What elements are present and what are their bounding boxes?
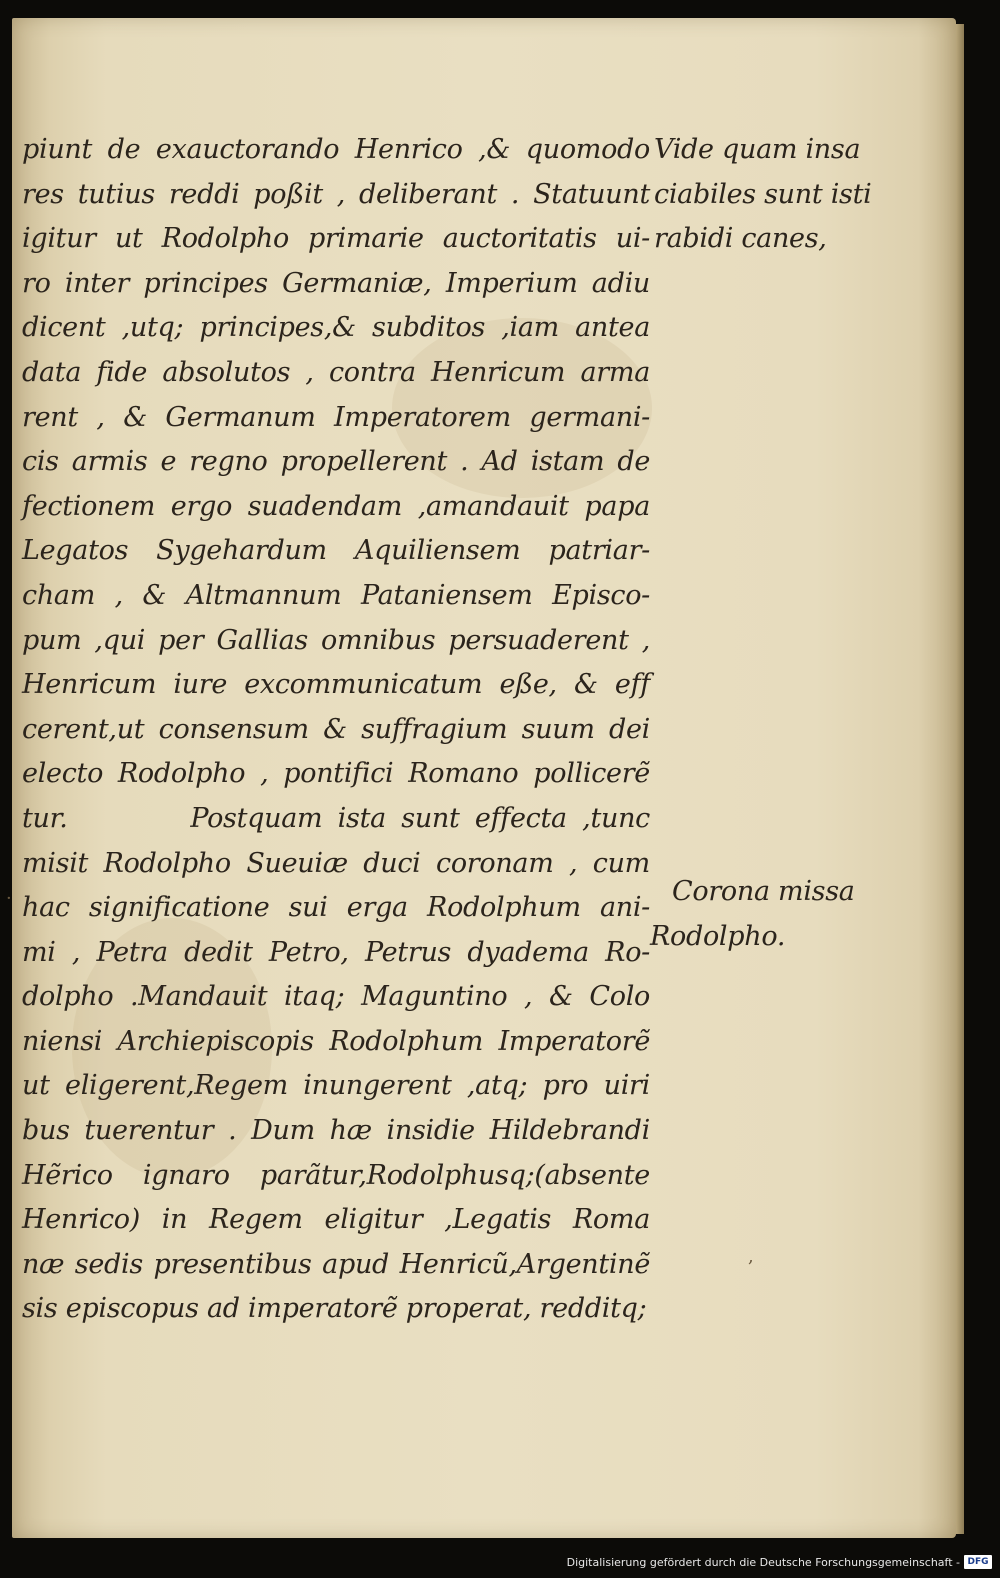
text-line: Legatos Sygehardum Aquiliensem patriar- (22, 535, 650, 567)
margin-mark: , (748, 1246, 754, 1267)
dfg-logo: DFG (964, 1555, 992, 1569)
text-line: electo Rodolpho , pontifici Romano pollicerẽ (22, 758, 650, 790)
text-line: mi , Petra dedit Petro, Petrus dyadema Ro- (22, 936, 650, 968)
page-edge (956, 24, 964, 1534)
text-line: res tutius reddi poßit , deliberant . Statuunt (22, 178, 650, 210)
text-line: Henrico) in Regem eligitur ,Legatis Roma (22, 1204, 650, 1236)
marginal-note-line: Rodolpho. (650, 920, 786, 952)
text-line: dicent ,utq; principes,& subditos ,iam antea (22, 312, 650, 344)
marginal-note (650, 870, 880, 959)
text-line: bus tuerentur . Dum hæ insidie Hildebrandi (22, 1115, 650, 1147)
text-line: Hẽrico ignaro parãtur,Rodolphusq;(absente (22, 1159, 650, 1191)
text-line: piunt de exauctorando Henrico ,& quomodo (22, 134, 650, 165)
text-line: cham , & Altmannum Pataniensem Episco- (22, 579, 650, 611)
marginal-note-line: Corona missa (672, 876, 855, 907)
text-line: ro inter principes Germaniæ, Imperium adiu (22, 267, 650, 299)
main-text-block (22, 128, 650, 1332)
text-line: data fide absolutos , contra Henricum arma (22, 356, 650, 388)
funding-credit: Digitalisierung gefördert durch die Deutsche Forschungsgemeinschaft - (566, 1556, 960, 1569)
text-line: cerent,ut consensum & suffragium suum dei (22, 713, 650, 745)
text-line: tur. Postquam ista sunt effecta ,tunc (22, 802, 650, 834)
text-line: ut eligerent,Regem inungerent ,atq; pro uiri (22, 1070, 650, 1102)
text-line: hac significatione sui erga Rodolphum ani- (22, 892, 650, 924)
text-line: Henricum iure excommunicatum eße, & eff (22, 669, 650, 701)
text-line: pum ,qui per Gallias omnibus persuaderent , (22, 624, 650, 656)
margin-mark: · (6, 888, 12, 909)
marginal-note-line: Vide quam insa (654, 134, 861, 165)
text-line: fectionem ergo suadendam ,amandauit papa (22, 490, 650, 522)
digitization-footer (0, 1550, 1000, 1578)
text-line: rent , & Germanum Imperatorem germani- (22, 401, 650, 433)
text-line: igitur ut Rodolpho primarie auctoritatis ui- (22, 223, 650, 255)
text-line: niensi Archiepiscopis Rodolphum Imperatorẽ (22, 1025, 650, 1057)
text-line: sis episcopus ad imperatorẽ properat, redditq; (22, 1293, 647, 1325)
text-line: misit Rodolpho Sueuiæ duci coronam , cum (22, 847, 650, 879)
marginal-note-line: rabidi canes, (654, 223, 827, 255)
text-line: næ sedis presentibus apud Henricũ,Argentinẽ (22, 1248, 650, 1280)
marginal-note-line: ciabiles sunt isti (654, 178, 872, 210)
text-line: dolpho .Mandauit itaq; Maguntino , & Colo (22, 981, 650, 1013)
marginal-note (654, 128, 884, 262)
text-line: cis armis e regno propellerent . Ad istam de (22, 446, 650, 478)
